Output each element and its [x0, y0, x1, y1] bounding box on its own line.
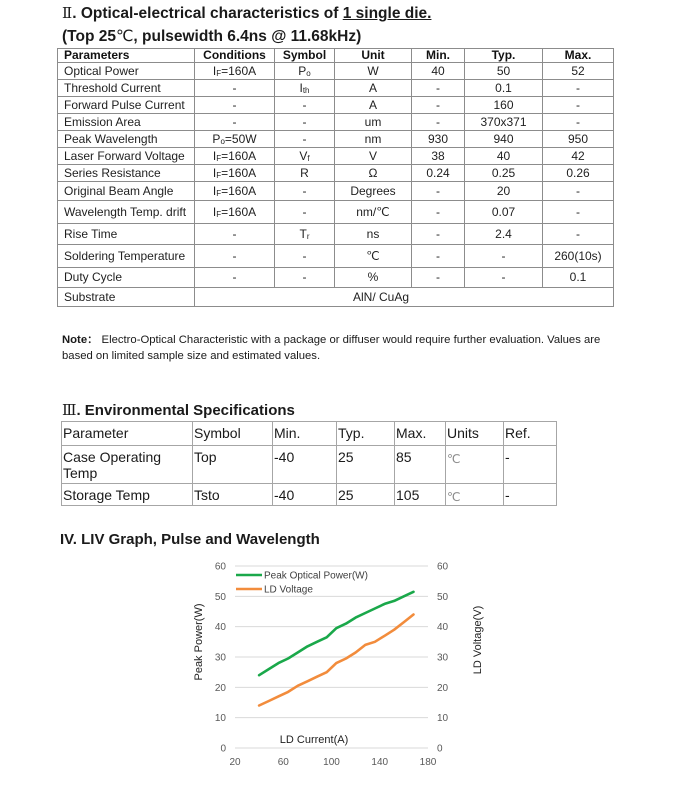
table-cell: - [412, 97, 465, 114]
table-header-cell: Parameter [62, 422, 193, 446]
table-header-cell: Max. [395, 422, 446, 446]
table-cell: Series Resistance [58, 165, 195, 182]
cell-text: I [212, 183, 217, 198]
table-cell: Optical Power [58, 63, 195, 80]
section-2-heading [62, 4, 431, 23]
table-cell: ℃ [446, 446, 504, 484]
cell-text: T [299, 226, 307, 241]
table-cell [195, 63, 275, 80]
table-cell: 25 [337, 446, 395, 484]
table-header-cell: Conditions [195, 49, 275, 63]
cell-text: V [299, 148, 308, 163]
table-cell: - [543, 97, 614, 114]
section-title: . Optical-electrical characteristics of [72, 5, 343, 22]
cell-text: P [212, 131, 221, 146]
table-cell: 38 [412, 148, 465, 165]
table-cell [195, 165, 275, 182]
table-row [58, 201, 614, 224]
table-cell: - [543, 182, 614, 201]
table-cell: - [412, 80, 465, 97]
table-cell [195, 148, 275, 165]
y-tick-label-left: 60 [214, 561, 226, 573]
cell-text: =160A [221, 63, 257, 78]
table-cell: 0.1 [543, 268, 614, 288]
subtitle-part: , pulsewidth 6.4ns @ 11.68kHz) [133, 28, 362, 45]
table-cell: 0.07 [465, 201, 543, 224]
table-row [58, 114, 614, 131]
table-cell: % [335, 268, 412, 288]
legend-label-peak-power: Peak Optical Power(W) [264, 570, 368, 582]
table-cell [275, 80, 335, 97]
cell-text: I [212, 204, 217, 219]
y-tick-label-right: 60 [437, 561, 449, 573]
table-cell: - [195, 224, 275, 245]
x-axis-title: LD Current(A) [279, 734, 349, 746]
section-title: . Environmental Specifications [76, 402, 295, 419]
y-tick-label-right: 50 [437, 591, 449, 603]
table-header-cell: Unit [335, 49, 412, 63]
table-cell: 25 [337, 484, 395, 506]
table-row [58, 182, 614, 201]
y-tick-label-right: 40 [437, 622, 449, 634]
subtitle-part: (Top 25 [62, 28, 116, 45]
table-cell: - [275, 201, 335, 224]
table-cell: - [275, 245, 335, 268]
table-cell: 105 [395, 484, 446, 506]
table-row [58, 148, 614, 165]
table-header-row [58, 49, 614, 63]
table-cell [195, 131, 275, 148]
table-cell: Rise Time [58, 224, 195, 245]
table-cell: Degrees [335, 182, 412, 201]
cell-text: P [298, 63, 307, 78]
table-cell: - [275, 182, 335, 201]
subscript: F [216, 209, 222, 219]
y-tick-label-left: 40 [214, 622, 226, 634]
table-cell: 50 [465, 63, 543, 80]
subscript: F [216, 170, 222, 180]
table-cell: - [504, 446, 557, 484]
table-cell: ℃ [446, 484, 504, 506]
table-cell: Ω [335, 165, 412, 182]
table-header-cell: Ref. [504, 422, 557, 446]
table-cell-merged: AlN/ CuAg [195, 288, 614, 307]
liv-chart [180, 550, 500, 780]
y-tick-label-left: 20 [214, 682, 226, 694]
environmental-table [61, 421, 557, 506]
table-cell: A [335, 97, 412, 114]
table-cell: 940 [465, 131, 543, 148]
table-cell: ns [335, 224, 412, 245]
table-cell: - [275, 97, 335, 114]
table-cell: Top [193, 446, 273, 484]
table-cell: - [465, 268, 543, 288]
y-tick-label-right: 30 [437, 652, 449, 664]
table-cell: - [195, 80, 275, 97]
table-header-cell: Units [446, 422, 504, 446]
table-header-cell: Min. [412, 49, 465, 63]
cell-text: I [299, 80, 303, 95]
subscript: r [306, 231, 310, 241]
table-cell: nm/℃ [335, 201, 412, 224]
x-tick-label: 180 [419, 757, 437, 768]
table-cell: Peak Wavelength [58, 131, 195, 148]
table-cell: Threshold Current [58, 80, 195, 97]
table-cell: Substrate [58, 288, 195, 307]
table-cell: - [412, 268, 465, 288]
section-numeral: Ⅲ [62, 401, 77, 419]
y-tick-label-right: 20 [437, 682, 449, 694]
table-cell: - [543, 80, 614, 97]
table-row-substrate [58, 288, 614, 307]
table-cell: - [412, 201, 465, 224]
table-cell: - [195, 114, 275, 131]
table-cell: - [195, 97, 275, 114]
table-cell: ℃ [335, 245, 412, 268]
table-cell: 0.25 [465, 165, 543, 182]
table-cell: Storage Temp [62, 484, 193, 506]
y-tick-label-left: 10 [214, 713, 226, 725]
table-cell: - [465, 245, 543, 268]
subscript: o [306, 68, 311, 78]
subscript: f [307, 153, 310, 163]
note-label: Note： [62, 334, 99, 346]
note-text: Electro-Optical Characteristic with a package or diffuser would require further evaluation. Values are based on limited sample size and estimated values. [62, 334, 601, 362]
y-tick-label-left: 30 [214, 652, 226, 664]
celsius-symbol: ℃ [115, 27, 134, 45]
table-cell: 930 [412, 131, 465, 148]
cell-text: I [212, 165, 217, 180]
table-row [62, 484, 557, 506]
table-cell: um [335, 114, 412, 131]
table-cell: - [195, 245, 275, 268]
table-cell: V [335, 148, 412, 165]
y-tick-label-right: 0 [437, 743, 443, 755]
note-paragraph [62, 332, 632, 364]
table-cell: Soldering Temperature [58, 245, 195, 268]
table-cell: 85 [395, 446, 446, 484]
subscript: F [216, 68, 222, 78]
table-cell: 2.4 [465, 224, 543, 245]
table-row [58, 224, 614, 245]
table-row [58, 63, 614, 80]
table-cell: - [543, 224, 614, 245]
table-cell: Tsto [193, 484, 273, 506]
table-header-cell: Typ. [337, 422, 395, 446]
subscript: F [216, 188, 222, 198]
table-header-cell: Typ. [465, 49, 543, 63]
table-cell: Case Operating Temp [62, 446, 193, 484]
table-row [58, 80, 614, 97]
table-cell: 370x371 [465, 114, 543, 131]
table-cell: - [275, 268, 335, 288]
y-tick-label-left: 50 [214, 591, 226, 603]
table-cell [275, 224, 335, 245]
cell-text: =160A [221, 165, 257, 180]
legend [236, 571, 368, 596]
table-cell: Laser Forward Voltage [58, 148, 195, 165]
table-cell: R [275, 165, 335, 182]
table-cell: 52 [543, 63, 614, 80]
table-cell: W [335, 63, 412, 80]
x-tick-label: 140 [371, 757, 389, 768]
table-cell: - [412, 114, 465, 131]
subscript: F [216, 153, 222, 163]
section-3-heading [62, 401, 295, 420]
subscript: o [220, 136, 225, 146]
table-cell: - [195, 268, 275, 288]
table-cell: -40 [273, 446, 337, 484]
table-cell [275, 148, 335, 165]
table-cell: - [543, 114, 614, 131]
table-cell: 20 [465, 182, 543, 201]
table-cell: A [335, 80, 412, 97]
section-2-subtitle [62, 27, 361, 46]
y-axis-title-left: Peak Power(W) [193, 603, 205, 681]
table-cell: 0.26 [543, 165, 614, 182]
cell-text: =160A [221, 204, 257, 219]
table-cell: - [504, 484, 557, 506]
table-header-cell: Symbol [275, 49, 335, 63]
y-tick-label-right: 10 [437, 713, 449, 725]
table-cell: 260(10s) [543, 245, 614, 268]
table-header-cell: Min. [273, 422, 337, 446]
table-cell: 160 [465, 97, 543, 114]
table-cell [195, 182, 275, 201]
cell-text: =160A [221, 183, 257, 198]
table-cell: Duty Cycle [58, 268, 195, 288]
table-cell: 950 [543, 131, 614, 148]
section-numeral: Ⅱ [62, 4, 73, 22]
table-cell: Wavelength Temp. drift [58, 201, 195, 224]
legend-label-ld-voltage: LD Voltage [264, 584, 313, 596]
table-header-cell: Max. [543, 49, 614, 63]
table-cell [275, 63, 335, 80]
table-row [58, 268, 614, 288]
x-tick-label: 20 [229, 757, 241, 768]
table-row [62, 446, 557, 484]
table-cell: - [412, 182, 465, 201]
table-header-row [62, 422, 557, 446]
table-cell: - [275, 131, 335, 148]
y-axis-title-right: LD Voltage(V) [472, 605, 484, 675]
table-cell: 40 [412, 63, 465, 80]
table-cell: - [412, 224, 465, 245]
section-title-underlined: 1 single die. [342, 5, 432, 22]
cell-text: =160A [221, 148, 257, 163]
table-cell: -40 [273, 484, 337, 506]
table-row [58, 245, 614, 268]
table-cell: - [543, 201, 614, 224]
table-cell [195, 201, 275, 224]
table-cell: 40 [465, 148, 543, 165]
table-row [58, 165, 614, 182]
cell-text: =50W [224, 131, 257, 146]
subscript: th [302, 85, 310, 95]
series-lines [259, 592, 413, 706]
x-tick-label: 100 [323, 757, 340, 768]
section-4-heading: IV. LIV Graph, Pulse and Wavelength [60, 531, 320, 548]
table-cell: 42 [543, 148, 614, 165]
table-cell: - [412, 245, 465, 268]
cell-text: I [212, 148, 217, 163]
x-tick-label: 60 [277, 757, 289, 768]
table-cell: Original Beam Angle [58, 182, 195, 201]
y-tick-label-left: 0 [220, 743, 226, 755]
cell-text: I [212, 63, 217, 78]
table-row [58, 97, 614, 114]
table-cell: nm [335, 131, 412, 148]
table-cell: - [275, 114, 335, 131]
table-cell: 0.1 [465, 80, 543, 97]
table-cell: Emission Area [58, 114, 195, 131]
table-cell: Forward Pulse Current [58, 97, 195, 114]
table-cell: 0.24 [412, 165, 465, 182]
table-row [58, 131, 614, 148]
table-header-cell: Parameters [58, 49, 195, 63]
optical-electrical-table [57, 48, 614, 307]
table-header-cell: Symbol [193, 422, 273, 446]
